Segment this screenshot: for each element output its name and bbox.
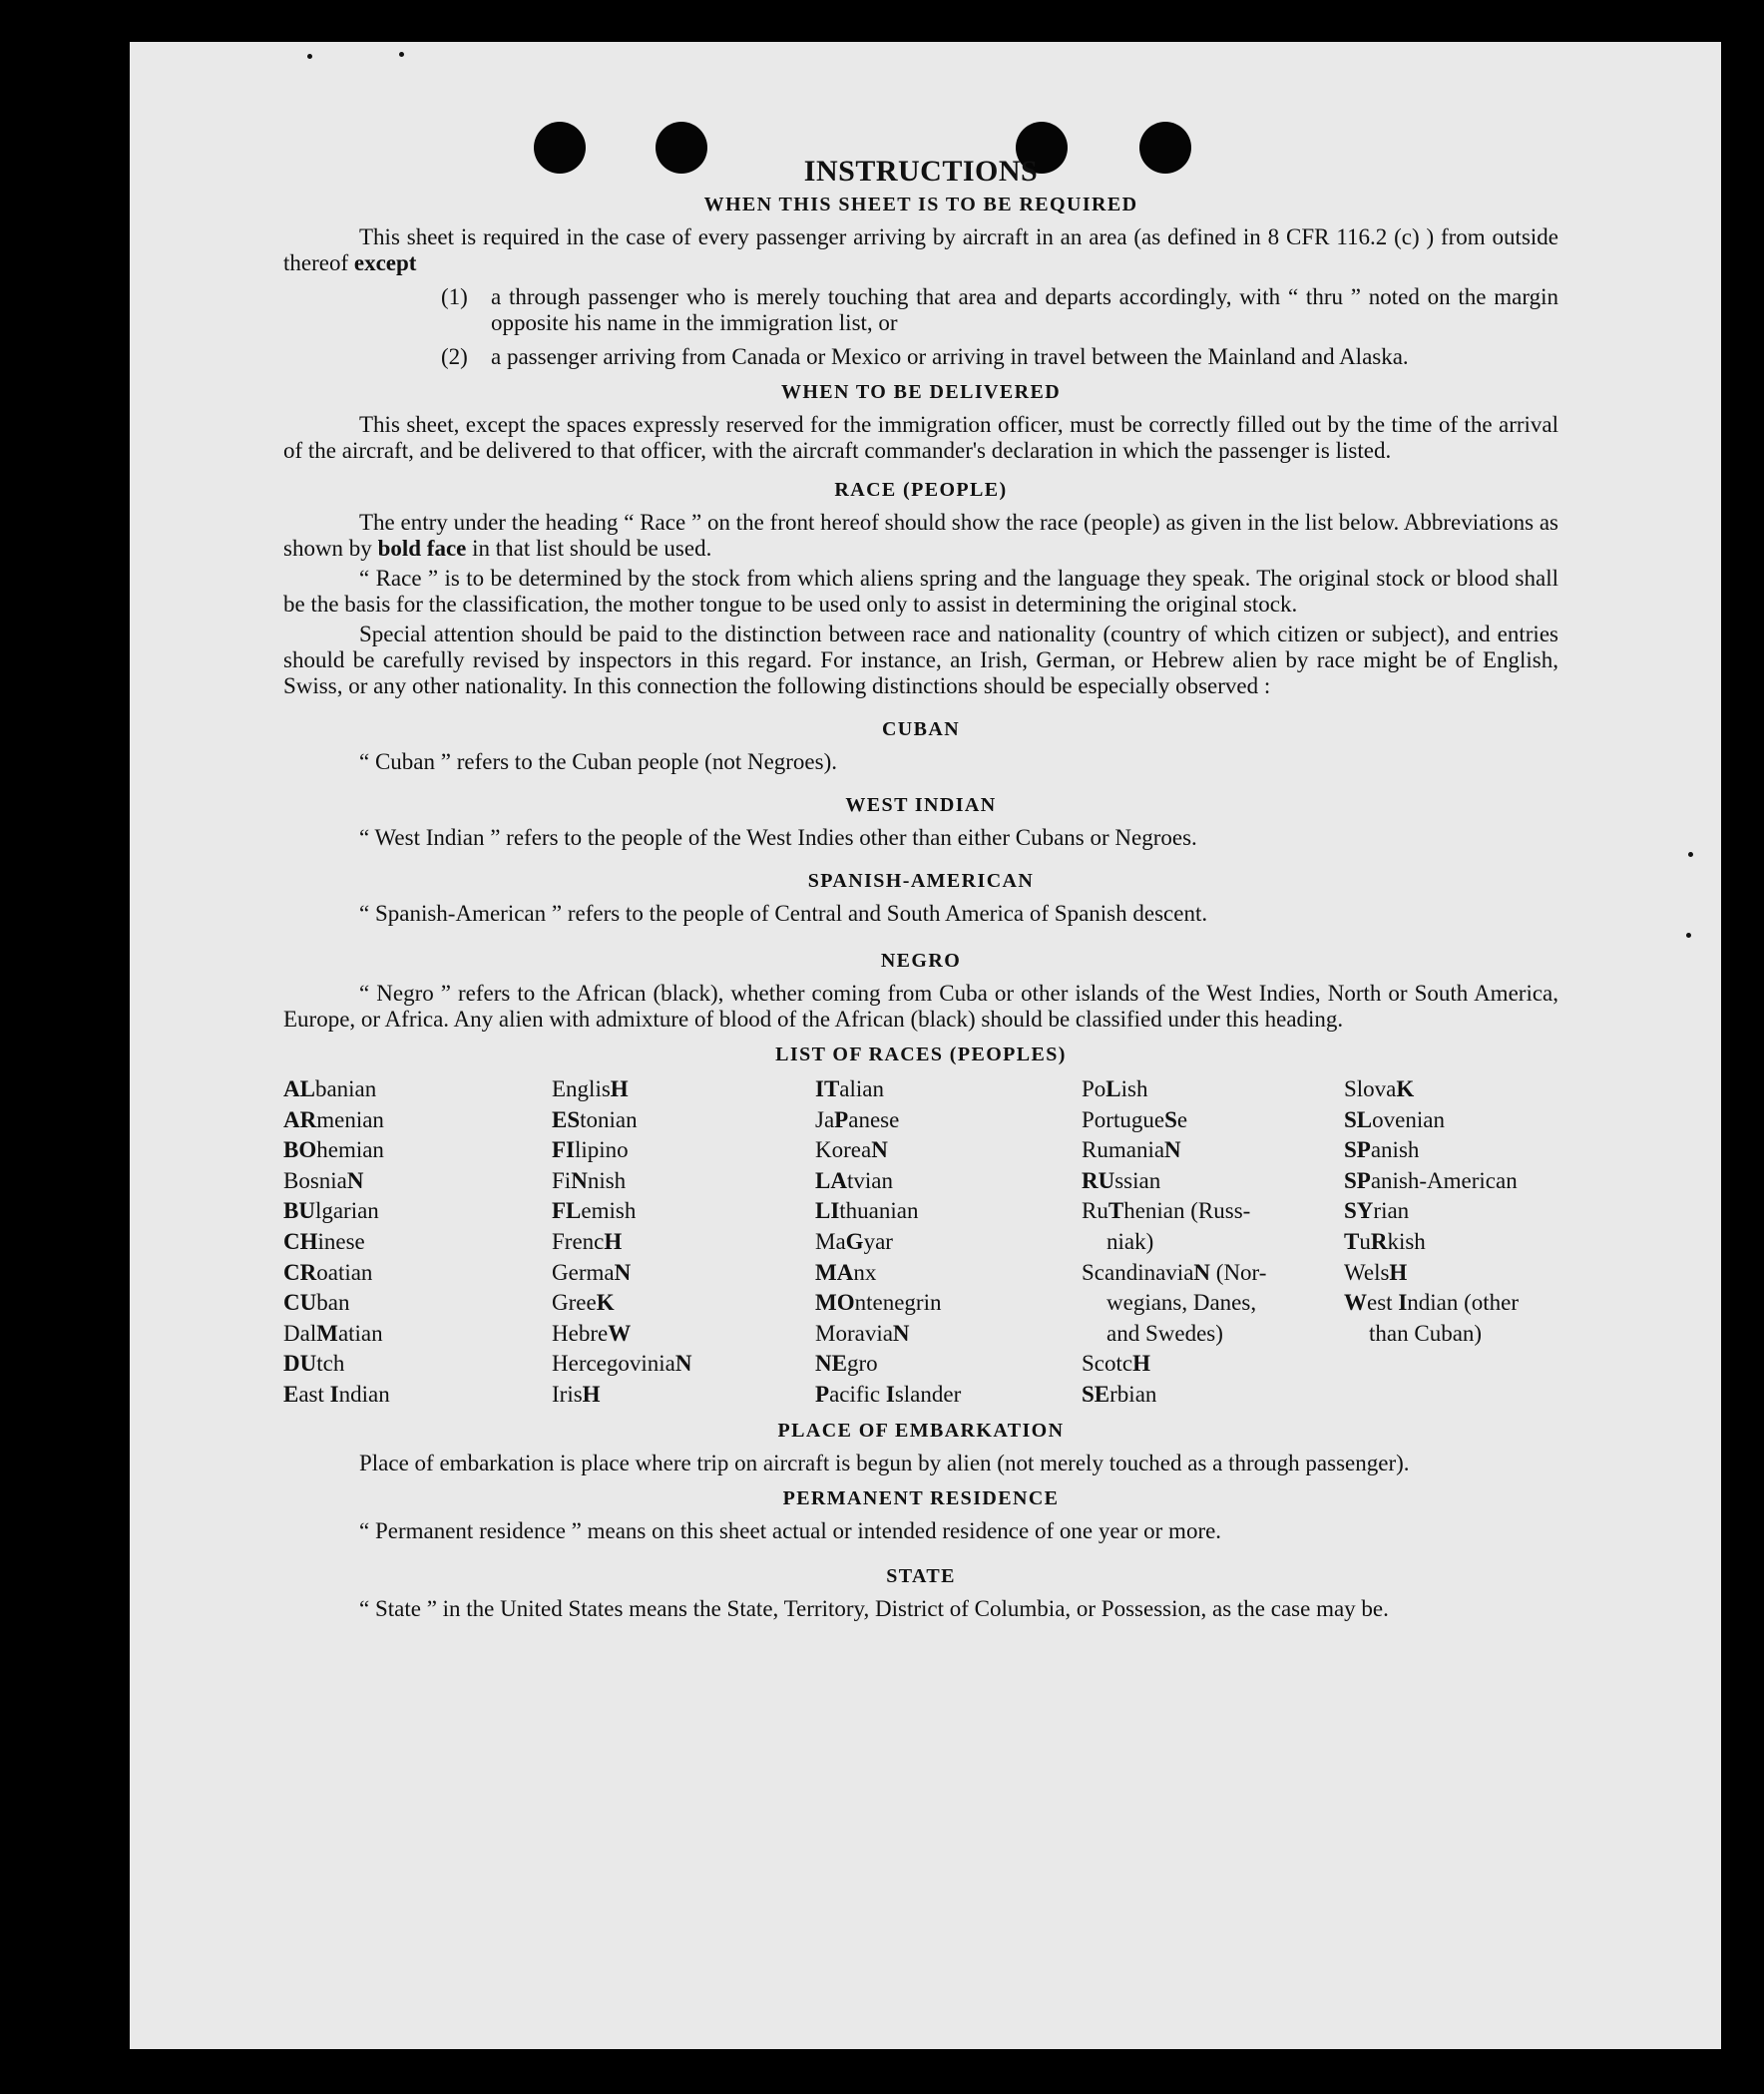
- spanish-american-text: “ Spanish-American ” refers to the people of Central and South America of Spanish descent.: [359, 901, 1208, 926]
- race-entry: ScotcH: [1082, 1351, 1150, 1377]
- heading-list-of-races: LIST OF RACES (PEOPLES): [775, 1044, 1067, 1065]
- race-entry: RumaniaN: [1082, 1137, 1181, 1163]
- race-paragraph-1: [283, 510, 1558, 562]
- race-entry: SPanish: [1344, 1137, 1420, 1163]
- race-p1-text: The entry under the heading “ Race ” on the front hereof should show the race (people) as given in the list below. Abbreviations as shown by: [283, 510, 1558, 561]
- heading-state: STATE: [886, 1564, 956, 1587]
- race-entry: LAtvian: [815, 1167, 893, 1193]
- heading-race: RACE (PEOPLE): [834, 479, 1008, 501]
- heading-west-indian: WEST INDIAN: [845, 794, 997, 816]
- speck: [399, 52, 404, 57]
- race-entry: PortugueSe: [1082, 1106, 1188, 1132]
- page-title: INSTRUCTIONS: [803, 155, 1039, 188]
- west-indian-text: “ West Indian ” refers to the people of the West Indies other than either Cubans or Negroes.: [359, 825, 1197, 850]
- heading-negro: NEGRO: [880, 950, 962, 972]
- race-entry: FIlipino: [552, 1137, 629, 1163]
- race-p1-bold: bold face: [377, 536, 467, 561]
- race-entry: RUssian: [1082, 1167, 1161, 1193]
- item-number: (1): [441, 284, 468, 309]
- race-paragraph-3: Special attention should be paid to the distinction between race and nationality (country of which citizen or subject), and entries should be carefully revised by inspectors in this regard. For instance, an Irish, German, or Hebrew alien by race might be of English, Swiss, or any other nationality. In this connection the following distinctions should be especially observed :: [283, 622, 1558, 698]
- race-entry: HercegoviniaN: [552, 1351, 692, 1377]
- race-entry: ALbanian: [283, 1076, 377, 1101]
- heading-embarkation: PLACE OF EMBARKATION: [777, 1419, 1065, 1442]
- races-list: [283, 1074, 1558, 1411]
- race-entry: ARmenian: [283, 1106, 384, 1132]
- speck: [1686, 933, 1691, 938]
- race-entry: PoLish: [1082, 1076, 1148, 1101]
- race-entry: GreeK: [552, 1290, 615, 1316]
- race-entry: ITalian: [815, 1076, 884, 1101]
- race-entry: BosniaN: [283, 1167, 364, 1193]
- race-entry: RuThenian (Russ-: [1082, 1198, 1251, 1224]
- race-entry: FLemish: [552, 1198, 637, 1224]
- race-entry: East Indian: [283, 1381, 390, 1407]
- race-entry: MoraviaN: [815, 1320, 910, 1346]
- heading-residence: PERMANENT RESIDENCE: [782, 1486, 1060, 1509]
- race-p1-end: in that list should be used.: [472, 536, 712, 561]
- list-item: [283, 344, 1558, 370]
- race-entry: CRoatian: [283, 1259, 373, 1285]
- race-entry: SPanish-American: [1344, 1167, 1518, 1193]
- cuban-text: “ Cuban ” refers to the Cuban people (not Negroes).: [359, 749, 838, 774]
- state-text: “ State ” in the United States means the State, Territory, District of Columbia, or Possession, as the case may be.: [359, 1595, 1389, 1621]
- race-entry: SlovaK: [1344, 1076, 1415, 1101]
- races-column: [815, 1074, 1082, 1411]
- races-column: [1344, 1074, 1558, 1411]
- item-text: a passenger arriving from Canada or Mexico or arriving in travel between the Mainland and Alaska.: [491, 344, 1409, 369]
- race-entry: niak): [1106, 1228, 1154, 1254]
- heading-required: WHEN THIS SHEET IS TO BE REQUIRED: [703, 194, 1138, 215]
- race-entry: KoreaN: [815, 1137, 888, 1163]
- race-entry: MOntenegrin: [815, 1290, 942, 1316]
- race-entry: and Swedes): [1106, 1320, 1223, 1346]
- race-entry: EStonian: [552, 1106, 638, 1132]
- race-entry: wegians, Danes,: [1106, 1290, 1257, 1316]
- negro-text: “ Negro ” refers to the African (black), whether coming from Cuba or other islands of the West Indies, North or South America, Europe, or Africa. Any alien with admixture of blood of the African (black) should be classified under this heading.: [283, 981, 1558, 1032]
- race-entry: TuRkish: [1344, 1228, 1426, 1254]
- item-text: a through passenger who is merely touching that area and departs accordingly, with “ thru ” noted on the margin opposite his name in the immigration list, or: [491, 284, 1558, 335]
- race-entry: CHinese: [283, 1228, 365, 1254]
- race-entry: DUtch: [283, 1351, 345, 1377]
- race-paragraph-2: “ Race ” is to be determined by the stock from which aliens spring and the language they speak. The original stock or blood shall be the basis for the classification, the mother tongue to be used only to assist in determining the original stock.: [283, 566, 1558, 617]
- race-entry: WelsH: [1344, 1259, 1408, 1285]
- embarkation-text: Place of embarkation is place where trip on aircraft is begun by alien (not merely touched as a through passenger).: [359, 1450, 1410, 1475]
- race-entry: CUban: [283, 1290, 350, 1316]
- races-column: [552, 1074, 815, 1411]
- residence-text: “ Permanent residence ” means on this sheet actual or intended residence of one year or more.: [359, 1517, 1222, 1543]
- item-number: (2): [441, 344, 468, 369]
- race-entry: FrencH: [552, 1228, 623, 1254]
- race-entry: LIthuanian: [815, 1198, 919, 1224]
- race-entry: MaGyar: [815, 1228, 893, 1254]
- race-entry: SErbian: [1082, 1381, 1157, 1407]
- race-entry: GermaN: [552, 1259, 632, 1285]
- races-column: [1082, 1074, 1344, 1411]
- speck: [307, 54, 312, 59]
- required-intro-text: This sheet is required in the case of every passenger arriving by aircraft in an area (as defined in 8 CFR 116.2 (c) ) from outside thereof: [283, 224, 1558, 275]
- race-entry: HebreW: [552, 1320, 632, 1346]
- race-entry: BUlgarian: [283, 1198, 379, 1224]
- speck: [1688, 852, 1693, 857]
- race-entry: EnglisH: [552, 1076, 629, 1101]
- heading-cuban: CUBAN: [881, 718, 961, 740]
- race-entry: West Indian (other: [1344, 1290, 1520, 1316]
- required-intro: [283, 224, 1558, 276]
- instructions-content: [283, 155, 1558, 1622]
- list-item: [283, 284, 1558, 336]
- race-entry: FiNnish: [552, 1167, 627, 1193]
- heading-spanish-american: SPANISH-AMERICAN: [807, 870, 1035, 892]
- races-column: [283, 1074, 552, 1411]
- race-entry: SLovenian: [1344, 1106, 1445, 1132]
- race-entry: ScandinaviaN (Nor-: [1082, 1259, 1267, 1285]
- heading-delivered: WHEN TO BE DELIVERED: [780, 381, 1062, 403]
- delivered-text: This sheet, except the spaces expressly reserved for the immigration officer, must be correctly filled out by the time of the arrival of the aircraft, and be delivered to that officer, with the aircraft commander's declaration in which the passenger is listed.: [283, 412, 1558, 463]
- race-entry: SYrian: [1344, 1198, 1410, 1224]
- race-entry: JaPanese: [815, 1106, 900, 1132]
- race-entry: Pacific Islander: [815, 1381, 962, 1407]
- required-except: except: [353, 250, 417, 275]
- race-entry: BOhemian: [283, 1137, 384, 1163]
- race-entry: IrisH: [552, 1381, 601, 1407]
- race-entry: NEgro: [815, 1351, 878, 1377]
- race-entry: DalMatian: [283, 1320, 383, 1346]
- race-entry: than Cuban): [1369, 1320, 1483, 1346]
- race-entry: MAnx: [815, 1259, 877, 1285]
